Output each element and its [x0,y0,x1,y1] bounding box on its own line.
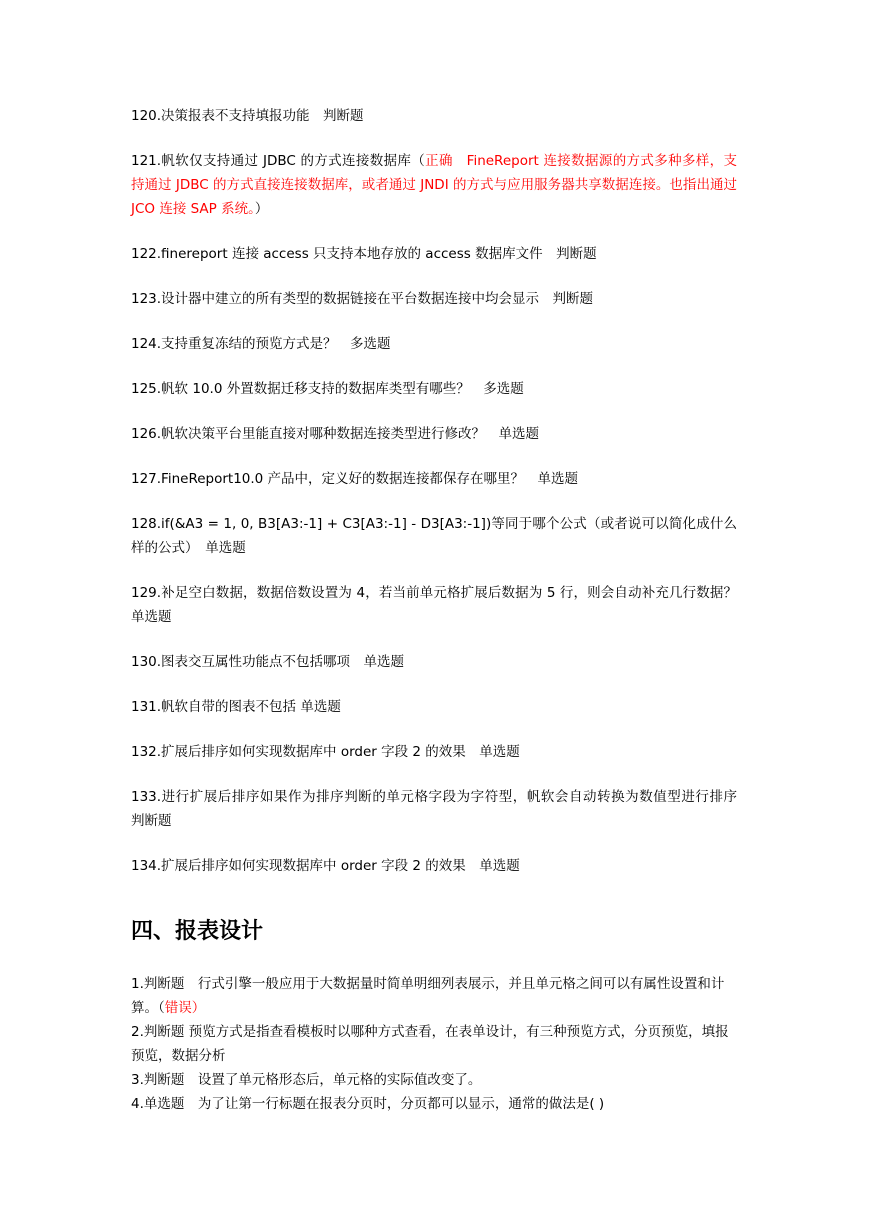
question-124: 124.支持重复冻结的预览方式是？ 多选题 [131,336,391,352]
question-121-close: ） [254,201,269,217]
question-121-answer: 正确 FineReport 连接数据源的方式多种多样，支持通过 JDBC 的方式直接连接数据库，或者通过 JNDI 的方式与应用服务器共享数据连接。也指出通过 JCO 连接 SAP 系统。 [131,153,737,217]
question-130: 130.图表交互属性功能点不包括哪项 单选题 [131,654,405,670]
question-129: 129.补足空白数据，数据倍数设置为 4，若当前单元格扩展后数据为 5 行，则会自动补充几行数据？ 单选题 [131,585,751,625]
design-item-2: 2.判断题 预览方式是指查看模板时以哪种方式查看，在表单设计，有三种预览方式，分页预览，填报预览，数据分析 [131,1024,729,1064]
document-body [131,104,751,1116]
design-item-3: 3.判断题 设置了单元格形态后，单元格的实际值改变了。 [131,1072,482,1088]
question-134: 134.扩展后排序如何实现数据库中 order 字段 2 的效果 单选题 [131,858,520,874]
question-133: 133.进行扩展后排序如果作为排序判断的单元格字段为字符型，帆软会自动转换为数值型进行排序 判断题 [131,789,751,829]
question-121-text: 121.帆软仅支持通过 JDBC 的方式连接数据库（ [131,153,426,169]
question-121 [131,149,737,221]
design-item-1-close: ） [191,1000,206,1016]
question-122: 122.finereport 连接 access 只支持本地存放的 access 数据库文件 判断题 [131,246,597,262]
design-item-1 [131,972,737,1020]
question-125: 125.帆软 10.0 外置数据迁移支持的数据库类型有哪些？ 多选题 [131,381,524,397]
design-item-1-answer: 错误 [164,1000,192,1016]
design-item-4: 4.单选题 为了让第一行标题在报表分页时，分页都可以显示，通常的做法是( ) [131,1096,605,1112]
question-127: 127.FineReport10.0 产品中，定义好的数据连接都保存在哪里？ 单选题 [131,471,579,487]
question-120: 120.决策报表不支持填报功能 判断题 [131,108,364,124]
question-131: 131.帆软自带的图表不包括 单选题 [131,699,341,715]
section-heading: 四、报表设计 [131,919,264,944]
question-128: 128.if(&A3 = 1, 0, B3[A3:-1] + C3[A3:-1] - D3[A3:-1])等同于哪个公式（或者说可以简化成什么样的公式） 单选题 [131,516,737,556]
question-126: 126.帆软决策平台里能直接对哪种数据连接类型进行修改？ 单选题 [131,426,540,442]
question-132: 132.扩展后排序如何实现数据库中 order 字段 2 的效果 单选题 [131,744,520,760]
design-item-1-text: 1.判断题 行式引擎一般应用于大数据量时简单明细列表展示，并且单元格之间可以有属性设置和计算。（ [131,976,725,1016]
question-123: 123.设计器中建立的所有类型的数据链接在平台数据连接中均会显示 判断题 [131,291,594,307]
